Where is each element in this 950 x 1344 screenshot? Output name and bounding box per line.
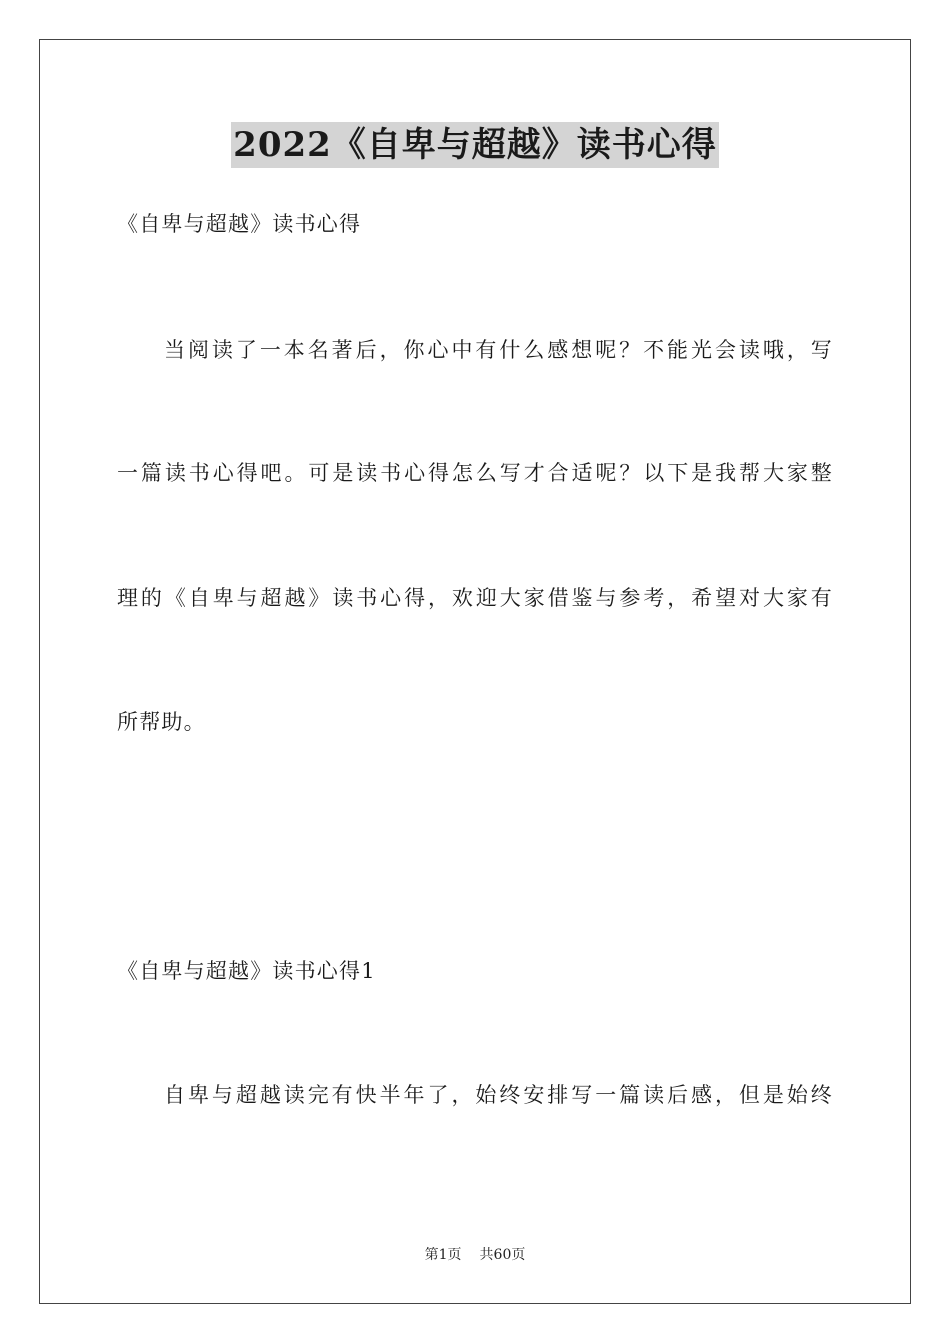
title-container: [0, 122, 950, 168]
section-1-heading: 《自卑与超越》读书心得1: [117, 959, 376, 983]
intro-line-1: 当阅读了一本名著后，你心中有什么感想呢？不能光会读哦，写: [164, 338, 833, 362]
intro-line-2: 一篇读书心得吧。可是读书心得怎么写才合适呢？以下是我帮大家整: [117, 461, 833, 485]
intro-line-3: 理的《自卑与超越》读书心得，欢迎大家借鉴与参考，希望对大家有: [117, 586, 833, 610]
document-subtitle: 《自卑与超越》读书心得: [117, 212, 362, 236]
section-1-line-1: 自卑与超越读完有快半年了，始终安排写一篇读后感，但是始终: [164, 1083, 833, 1107]
page-footer: [0, 1245, 950, 1265]
document-title: 2022《自卑与超越》读书心得: [231, 122, 719, 168]
page-number: 第1页: [424, 1247, 462, 1263]
page-total: 共60页: [479, 1247, 526, 1263]
intro-line-4: 所帮助。: [117, 710, 206, 734]
